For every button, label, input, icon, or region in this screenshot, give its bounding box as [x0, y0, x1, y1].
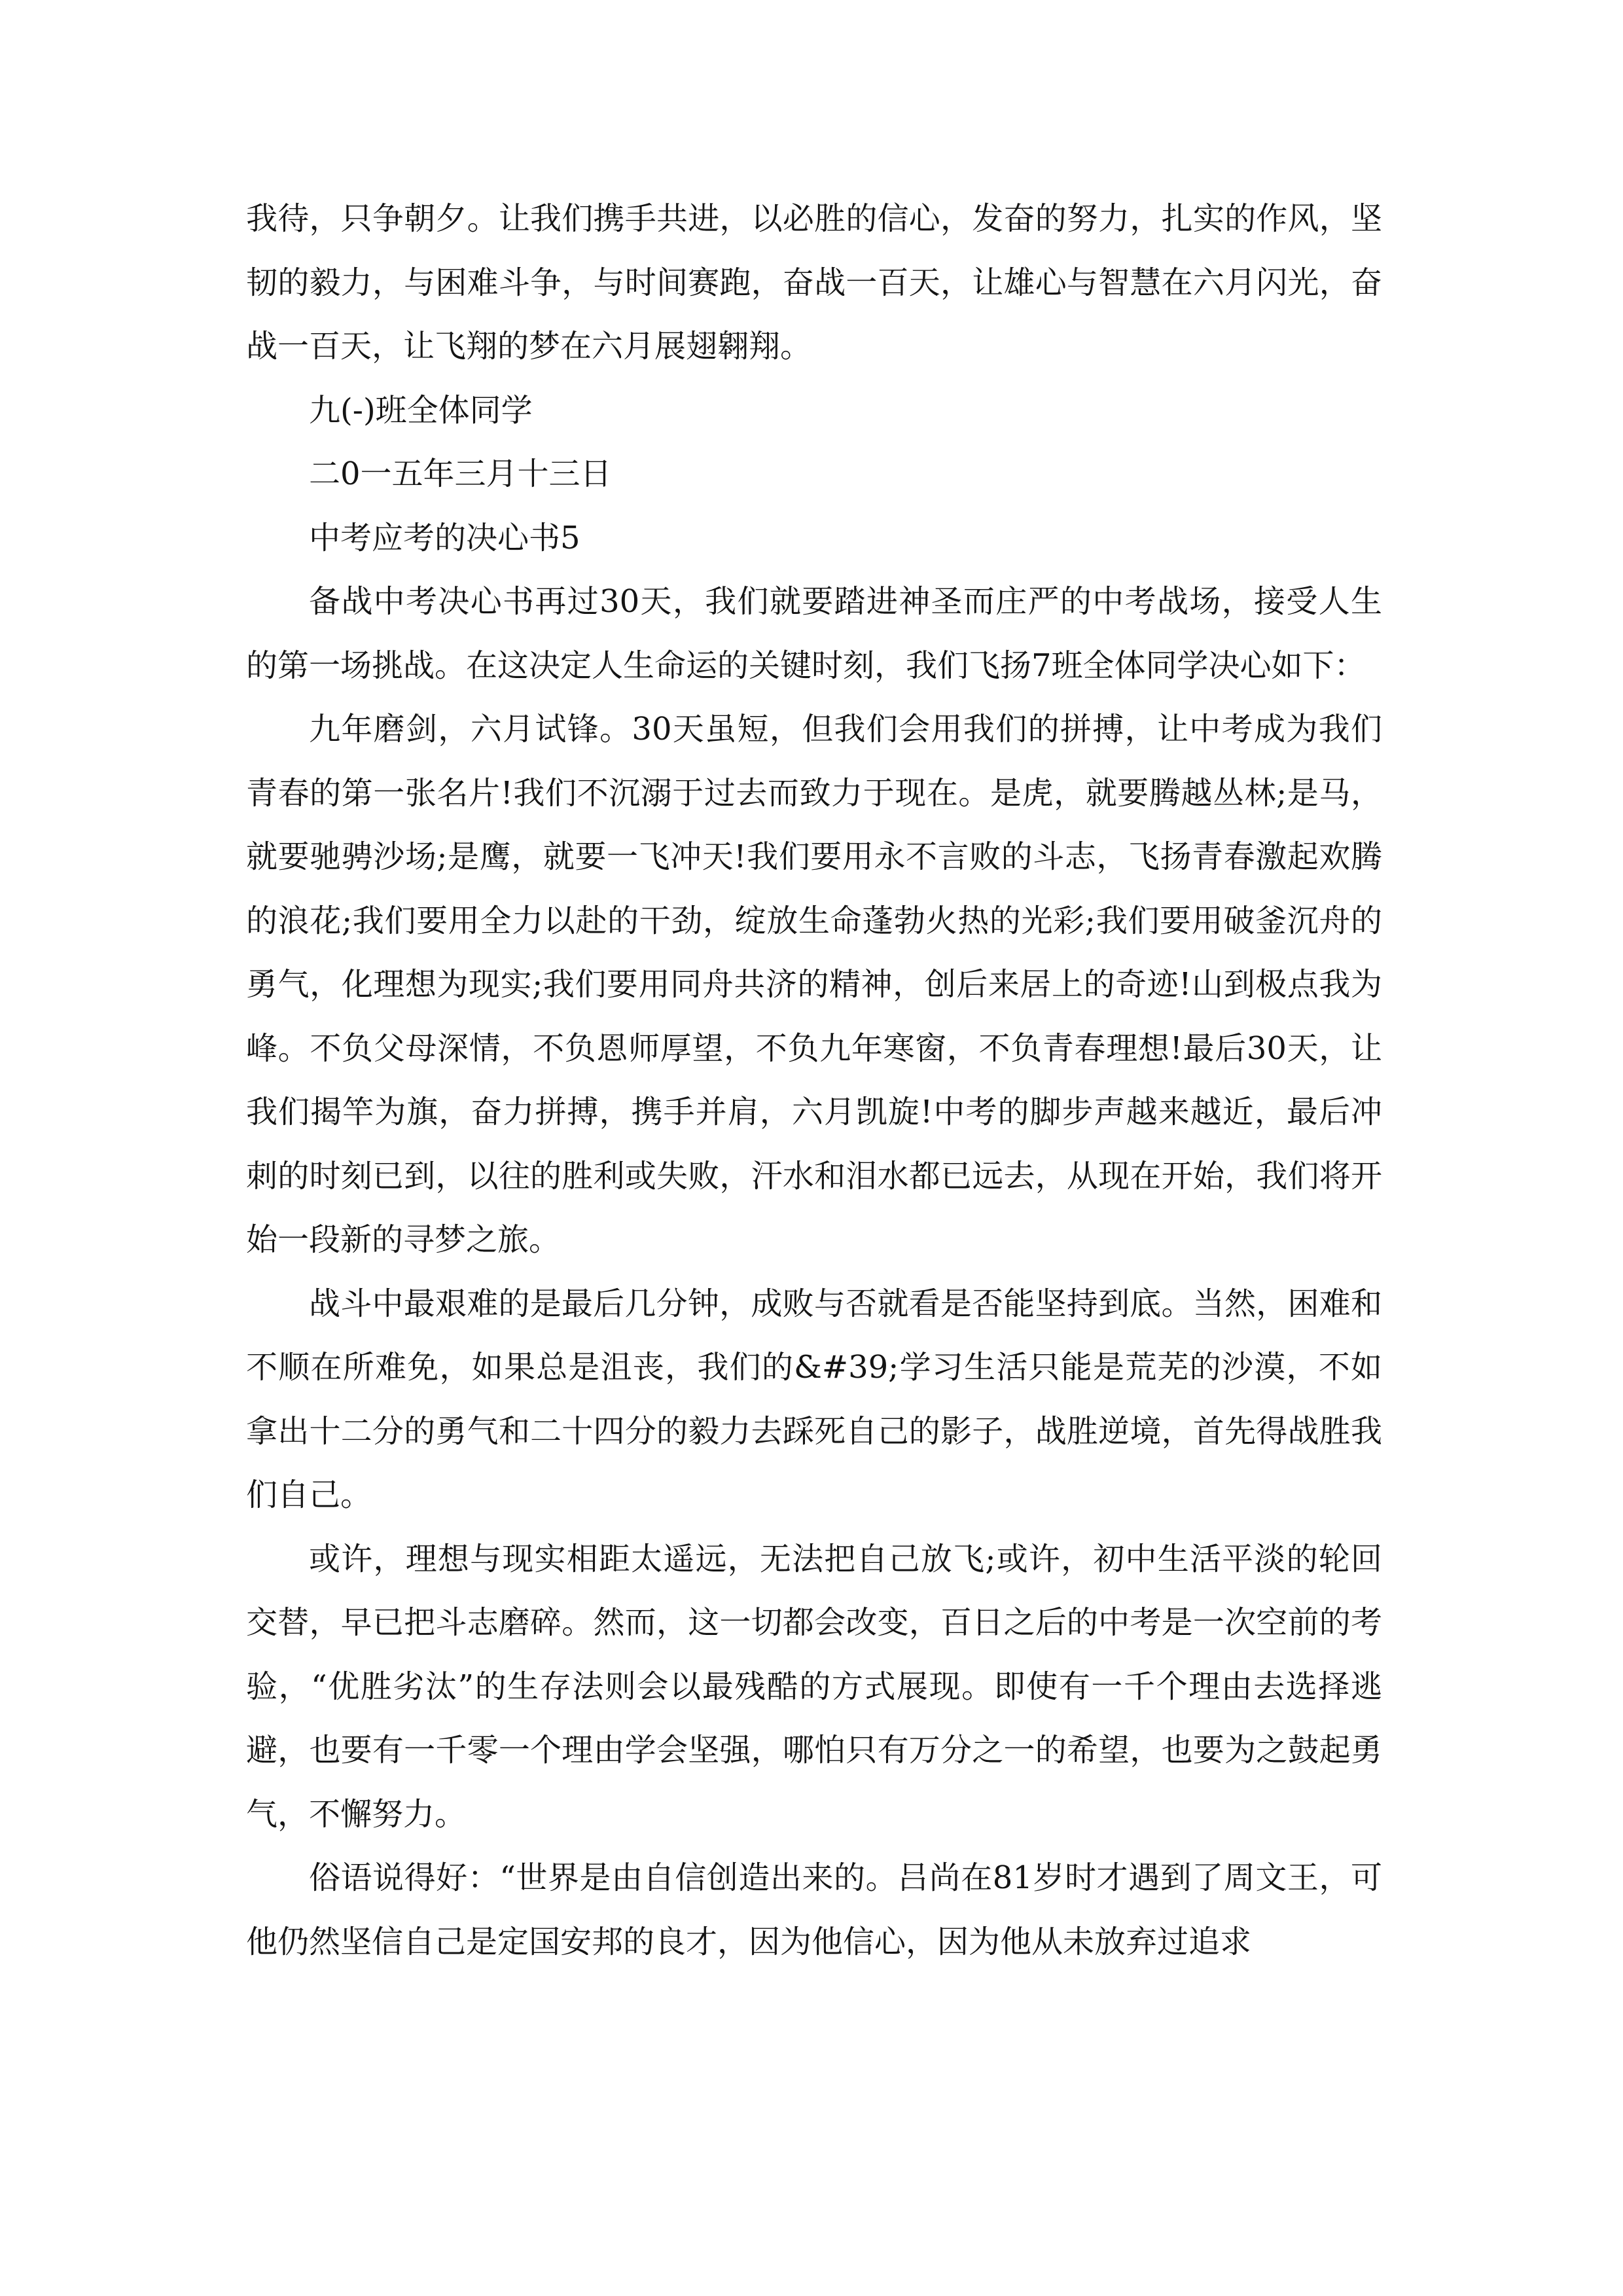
paragraph-body: 俗语说得好：“世界是由自信创造出来的。吕尚在81岁时才遇到了周文王，可他仍然坚信自己是定国安邦的良才，因为他信心，因为他从未放弃过追求 — [246, 1859, 1382, 1960]
paragraph-body: 或许，理想与现实相距太遥远，无法把自己放飞;或许，初中生活平淡的轮回交替，早已把斗志磨碎。然而，这一切都会改变，百日之后的中考是一次空前的考验，“优胜劣汰”的生存法则会以最残酷的方式展现。即使有一千个理由去选择逃避，也要有一千零一个理由学会坚强，哪怕只有万分之一的希望，也要为之鼓起勇气，不懈努力。 — [246, 1540, 1382, 1833]
paragraph-body: 九年磨剑，六月试锋。30天虽短，但我们会用我们的拼搏，让中考成为我们青春的第一张名片!我们不沉溺于过去而致力于现在。是虎，就要腾越丛林;是马，就要驰骋沙场;是鹰，就要一飞冲天!我们要用永不言败的斗志，飞扬青春激起欢腾的浪花;我们要用全力以赴的干劲，绽放生命蓬勃火热的光彩;我们要用破釜沉舟的勇气，化理想为现实;我们要用同舟共济的精神，创后来居上的奇迹!山到极点我为峰。不负父母深情，不负恩师厚望，不负九年寒窗，不负青春理想!最后30天，让我们揭竿为旗，奋力拼搏，携手并肩，六月凯旋!中考的脚步声越来越近，最后冲刺的时刻已到，以往的胜利或失败，汗水和泪水都已远去，从现在开始，我们将开始一段新的寻梦之旅。 — [246, 711, 1382, 1258]
signature-class: 九(-)班全体同学 — [309, 391, 533, 429]
paragraph-intro: 备战中考决心书再过30天，我们就要踏进神圣而庄严的中考战场，接受人生的第一场挑战。在这决定人生命运的关键时刻，我们飞扬7班全体同学决心如下： — [246, 583, 1382, 684]
signature-date: 二0一五年三月十三日 — [309, 456, 612, 492]
section-title: 中考应考的决心书5 — [309, 519, 580, 556]
document-body — [246, 187, 1382, 1974]
paragraph-body: 战斗中最艰难的是最后几分钟，成败与否就看是否能坚持到底。当然，困难和不顺在所难免，如果总是沮丧，我们的&#39;学习生活只能是荒芜的沙漠，不如拿出十二分的勇气和二十四分的毅力去踩死自己的影子，战胜逆境，首先得战胜我们自己。 — [246, 1285, 1382, 1513]
paragraph-continuation: 我待，只争朝夕。让我们携手共进，以必胜的信心，发奋的努力，扎实的作风，坚韧的毅力，与困难斗争，与时间赛跑，奋战一百天，让雄心与智慧在六月闪光，奋战一百天，让飞翔的梦在六月展翅翱翔。 — [246, 200, 1382, 365]
